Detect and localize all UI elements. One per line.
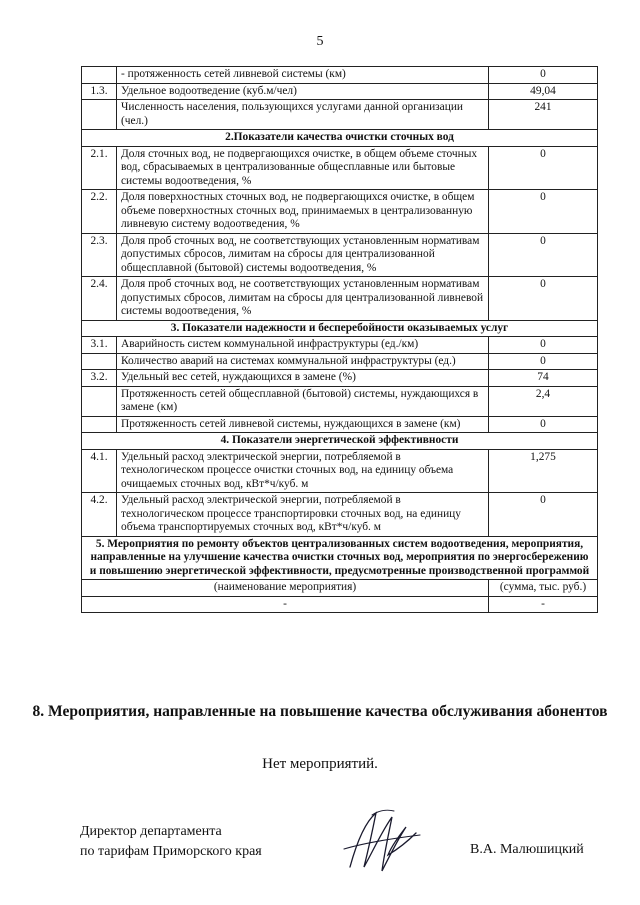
row-value: 0 [489,337,598,354]
row-value: 0 [489,233,598,277]
table-row [82,146,598,190]
table-row [82,83,598,100]
event-name: - [82,596,489,613]
section-title: 5. Мероприятия по ремонту объектов централизованных систем водоотведения, мероприятия, направленные на улучшение качества очистки сточных вод, мероприятия по энергосбережению и повышению энергетической эффективности, предусмотренные производственной программой [82,536,598,580]
section-8-title: 8. Мероприятия, направленные на повышение качества обслуживания абонентов [32,703,608,720]
column-header-sum: (сумма, тыс. руб.) [489,580,598,597]
table-row [82,353,598,370]
row-label: Аварийность систем коммунальной инфраструктуры (ед./км) [117,337,489,354]
row-number [82,67,117,84]
row-value: 0 [489,146,598,190]
row-label: Протяженность сетей общесплавной (бытовой) системы, нуждающихся в замене (км) [117,386,489,416]
row-value: 1,275 [489,449,598,493]
page-number: 5 [316,34,324,49]
row-number: 3.2. [82,370,117,387]
column-header-name: (наименование мероприятия) [82,580,489,597]
table-row [82,337,598,354]
row-number: 2.1. [82,146,117,190]
table-row [82,386,598,416]
row-value: 0 [489,277,598,321]
indicators-table [81,66,598,613]
row-label: Доля проб сточных вод, не соответствующих установленным нормативам допустимых сбросов, лимитам на сбросы для централизованной общесплавной (бытовой) системы водоотведения, % [117,233,489,277]
no-events-text: Нет мероприятий. [262,756,378,772]
row-label: Количество аварий на системах коммунальной инфраструктуры (ед.) [117,353,489,370]
row-value: 0 [489,353,598,370]
table-row [82,100,598,130]
position-line-2: по тарифам Приморского края [80,844,262,859]
row-number: 2.3. [82,233,117,277]
row-value: 0 [489,67,598,84]
event-sum: - [489,596,598,613]
table-row [82,370,598,387]
row-number [82,353,117,370]
row-label: Доля поверхностных сточных вод, не подвергающихся очистке, в общем объеме поверхностных сточных вод, принимаемых в централизованную ливневую систему водоотведения, % [117,190,489,234]
row-label: Удельный вес сетей, нуждающихся в замене (%) [117,370,489,387]
row-number [82,386,117,416]
section-title: 3. Показатели надежности и бесперебойности оказываемых услуг [82,320,598,337]
position-line-1: Директор департамента [80,824,222,839]
row-label: Численность населения, пользующихся услугами данной организации (чел.) [117,100,489,130]
signatory-name: В.А. Малюшицкий [470,842,584,857]
table-row [82,449,598,493]
row-label: Удельное водоотведение (куб.м/чел) [117,83,489,100]
row-number: 4.1. [82,449,117,493]
section-title: 2.Показатели качества очистки сточных вод [82,130,598,147]
table-row [82,277,598,321]
table-row [82,67,598,84]
row-value: 74 [489,370,598,387]
row-number [82,100,117,130]
table-row [82,596,598,613]
row-number: 2.4. [82,277,117,321]
row-value: 0 [489,416,598,433]
handwritten-signature [342,805,422,877]
row-label: Удельный расход электрической энергии, потребляемой в технологическом процессе транспортировки сточных вод, на единицу объема транспортируемых сточных вод, кВт*ч/куб. м [117,493,489,537]
table-row [82,580,598,597]
row-number: 1.3. [82,83,117,100]
row-value: 0 [489,190,598,234]
table-row [82,493,598,537]
table-row [82,190,598,234]
section-header-row [82,433,598,450]
table-row [82,233,598,277]
section-header-row [82,536,598,580]
table-row [82,416,598,433]
row-label: Удельный расход электрической энергии, потребляемой в технологическом процессе очистки сточных вод, на единицу объема очищаемых сточных вод, кВт*ч/куб. м [117,449,489,493]
signatory-position [80,822,262,862]
row-number: 3.1. [82,337,117,354]
row-number [82,416,117,433]
row-label: Доля сточных вод, не подвергающихся очистке, в общем объеме сточных вод, сбрасываемых в централизованные общесплавные или бытовые системы водоотведения, % [117,146,489,190]
section-header-row [82,320,598,337]
row-label: - протяженность сетей ливневой системы (км) [117,67,489,84]
row-value: 2,4 [489,386,598,416]
row-value: 0 [489,493,598,537]
row-number: 4.2. [82,493,117,537]
row-label: Доля проб сточных вод, не соответствующих установленным нормативам допустимых сбросов, лимитам на сбросы для централизованной ливневой системы водоотведения, % [117,277,489,321]
section-title: 4. Показатели энергетической эффективности [82,433,598,450]
row-value: 49,04 [489,83,598,100]
row-number: 2.2. [82,190,117,234]
section-header-row [82,130,598,147]
row-label: Протяженность сетей ливневой системы, нуждающихся в замене (км) [117,416,489,433]
row-value: 241 [489,100,598,130]
